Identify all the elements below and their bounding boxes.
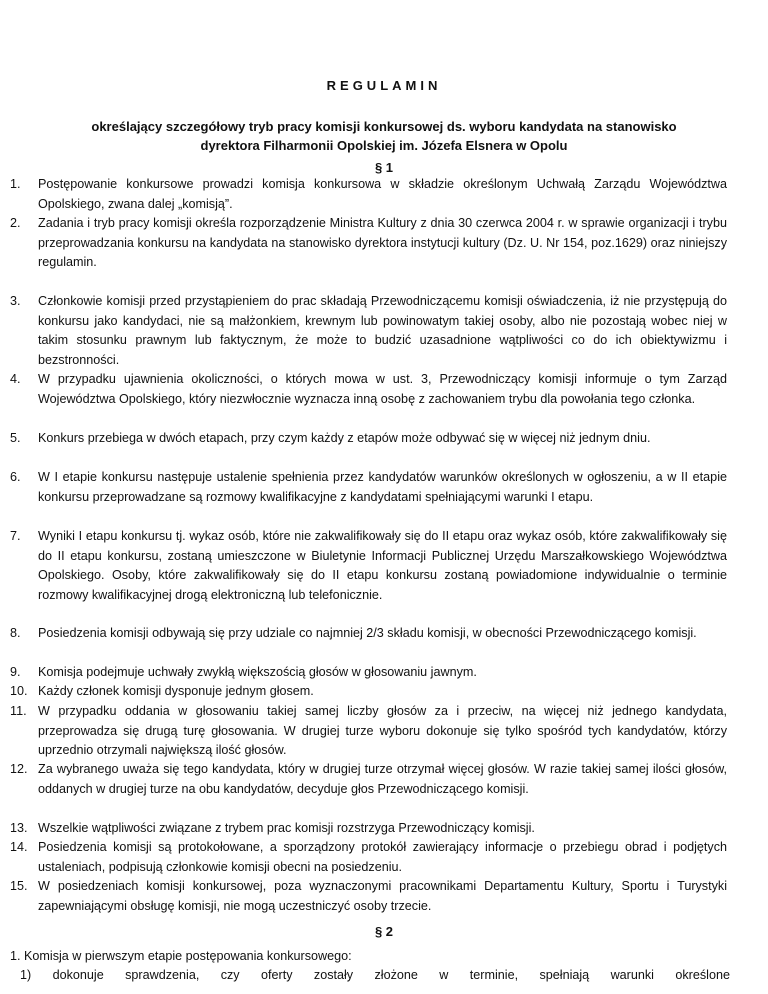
section-2-heading: § 2 <box>374 924 394 939</box>
list-item <box>0 877 727 916</box>
item-number: 9. <box>10 665 21 679</box>
list-item <box>0 682 727 702</box>
item-number: 1. <box>10 177 21 191</box>
item-number: 8. <box>10 626 21 640</box>
list-item <box>0 214 727 273</box>
item-number: 11. <box>10 704 27 718</box>
item-number: 14. <box>10 840 28 854</box>
item-text: Każdy członek komisji dysponuje jednym głosem. <box>38 684 314 698</box>
section-2-point-1: 1) dokonuje sprawdzenia, czy oferty zostały złożone w terminie, spełniają warunki określone <box>20 968 730 982</box>
item-text: W posiedzeniach komisji konkursowej, poza wyznaczonymi pracownikami Departamentu Kultury, Sportu i Turystyki zapewniającymi obsługę komisji, nie mogą uczestniczyć osoby trzecie. <box>38 879 727 913</box>
item-text: Za wybranego uważa się tego kandydata, który w drugiej turze otrzymał więcej głosów. W razie takiej samej ilości głosów, oddanych w drugiej turze na obu kandydatów, decyduje głos Przewodniczącego komisji. <box>38 762 727 796</box>
document-title: REGULAMIN <box>326 78 442 93</box>
list-item <box>0 175 727 214</box>
item-number: 7. <box>10 529 21 543</box>
item-number: 10. <box>10 684 28 698</box>
item-number: 2. <box>10 216 21 230</box>
list-item <box>0 760 727 799</box>
list-item <box>0 624 727 644</box>
subtitle-line-2: dyrektora Filharmonii Opolskiej im. Józefa Elsnera w Opolu <box>200 138 568 153</box>
section-1-heading: § 1 <box>374 160 394 175</box>
item-text: Członkowie komisji przed przystąpieniem do prac składają Przewodniczącemu komisji oświadczenia, iż nie przystępują do konkursu jako kandydaci, nie są małżonkiem, krewnym lub powinowatym takiej osoby, albo nie pozostają wobec niej w takim stosunku prawnym lub faktycznym, że może to budzić uzasadnione wątpliwości co do ich obiektywizmu i bezstronności. <box>38 294 727 367</box>
list-item <box>0 370 727 409</box>
item-text: Posiedzenia komisji są protokołowane, a sporządzony protokół zawierający informacje o przebiegu obrad i podjętych ustaleniach, podpisują członkowie komisji obecni na posiedzeniu. <box>38 840 727 874</box>
item-text: W przypadku oddania w głosowaniu takiej samej liczby głosów za i przeciw, na więcej niż jednego kandydata, przeprowadza się drugą turę głosowania. W drugiej turze wyboru dokonuje się tylko spośród tych kandydatów, którzy uprzednio otrzymali największą ilość głosów. <box>38 704 727 757</box>
item-number: 15. <box>10 879 28 893</box>
item-text: W przypadku ujawnienia okoliczności, o których mowa w ust. 3, Przewodniczący komisji informuje o tym Zarząd Województwa Opolskiego, który niezwłocznie wyznacza inną osobę z zachowaniem trybu dla powołania tego członka. <box>38 372 727 406</box>
item-text: Konkurs przebiega w dwóch etapach, przy czym każdy z etapów może odbywać się w więcej niż jednym dniu. <box>38 431 651 445</box>
list-item <box>0 702 727 761</box>
list-item <box>0 663 727 683</box>
item-text: Wyniki I etapu konkursu tj. wykaz osób, które nie zakwalifikowały się do II etapu oraz wykaz osób, które zakwalifikowały się do II etapu konkursu, zostaną umieszczone w Biuletynie Informacji Publicznej Urzędu Marszałkowskiego Województwa Opolskiego. Osoby, które zakwalifikowały się do II etapu konkursu zostaną powiadomione indywidualnie o terminie rozmowy kwalifikacyjnej drogą elektroniczną lub telefonicznie. <box>38 529 727 602</box>
list-item <box>0 468 727 507</box>
subtitle-line-1: określający szczegółowy tryb pracy komisji konkursowej ds. wyboru kandydata na stanowisko <box>91 119 677 134</box>
item-text: W I etapie konkursu następuje ustalenie spełnienia przez kandydatów warunków określonych w ogłoszeniu, a w II etapie konkursu przeprowadzane są rozmowy kwalifikacyjne z kandydatami spełniającymi warunki I etapu. <box>38 470 727 504</box>
item-text: Zadania i tryb pracy komisji określa rozporządzenie Ministra Kultury z dnia 30 czerwca 2004 r. w sprawie organizacji i trybu przeprowadzania konkursu na kandydata na stanowisko dyrektora instytucji kultury (Dz. U. Nr 154, poz.1629) oraz niniejszy regulamin. <box>38 216 727 269</box>
list-item <box>0 838 727 877</box>
item-number: 12. <box>10 762 28 776</box>
item-number: 5. <box>10 431 21 445</box>
item-text: Posiedzenia komisji odbywają się przy udziale co najmniej 2/3 składu komisji, w obecności Przewodniczącego komisji. <box>38 626 697 640</box>
section-2-intro: 1. Komisja w pierwszym etapie postępowania konkursowego: <box>10 949 352 963</box>
list-item <box>0 819 727 839</box>
list-item <box>0 429 727 449</box>
item-number: 4. <box>10 372 21 386</box>
item-text: Wszelkie wątpliwości związane z trybem prac komisji rozstrzyga Przewodniczący komisji. <box>38 821 535 835</box>
list-item <box>0 527 727 605</box>
document-subtitle <box>80 117 688 155</box>
list-item <box>0 292 727 370</box>
item-text: Postępowanie konkursowe prowadzi komisja konkursowa w składzie określonym Uchwałą Zarządu Województwa Opolskiego, zwana dalej „komisją”. <box>38 177 727 211</box>
item-number: 13. <box>10 821 28 835</box>
item-number: 6. <box>10 470 21 484</box>
item-text: Komisja podejmuje uchwały zwykłą większością głosów w głosowaniu jawnym. <box>38 665 477 679</box>
item-number: 3. <box>10 294 21 308</box>
